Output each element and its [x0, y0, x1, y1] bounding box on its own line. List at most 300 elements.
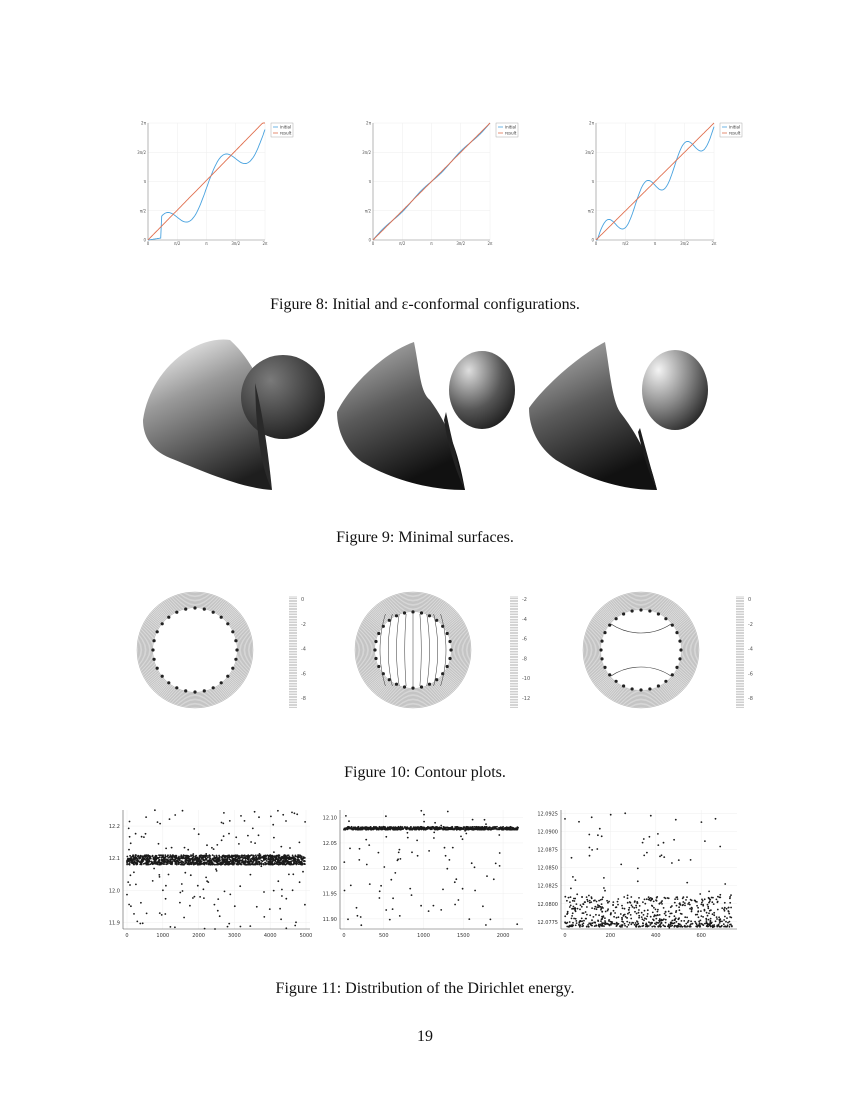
figure-11-plot-3 — [537, 810, 737, 939]
data-point — [568, 897, 570, 899]
data-point — [176, 860, 178, 862]
y-tick-label: π/2 — [364, 208, 371, 214]
data-point — [696, 905, 698, 907]
data-point — [675, 911, 677, 913]
data-point — [380, 829, 382, 831]
data-point — [392, 897, 394, 899]
data-point — [200, 858, 202, 860]
data-point — [485, 924, 487, 926]
data-point — [180, 855, 182, 857]
data-point — [605, 911, 607, 913]
data-point — [572, 912, 574, 914]
data-point — [182, 810, 184, 812]
data-point — [590, 922, 592, 924]
data-point — [182, 890, 184, 892]
data-point — [217, 898, 219, 900]
data-point — [596, 908, 598, 910]
data-point — [148, 858, 150, 860]
data-point — [135, 854, 137, 856]
data-point — [676, 896, 678, 898]
data-point — [421, 828, 423, 830]
data-point — [602, 907, 604, 909]
data-point — [728, 907, 730, 909]
data-point — [216, 862, 218, 864]
data-point — [661, 922, 663, 924]
data-point — [717, 901, 719, 903]
data-point — [678, 923, 680, 925]
data-point — [455, 878, 457, 880]
data-point — [285, 820, 287, 822]
data-point — [172, 854, 174, 856]
data-point — [650, 924, 652, 926]
data-point — [139, 864, 141, 866]
data-point — [729, 924, 731, 926]
data-point — [616, 917, 618, 919]
data-point — [471, 862, 473, 864]
data-point — [684, 905, 686, 907]
data-point — [383, 866, 385, 868]
x-tick-label: 0 — [371, 241, 375, 246]
data-point — [663, 842, 665, 844]
data-point — [583, 920, 585, 922]
data-point — [140, 856, 142, 858]
data-point — [129, 821, 131, 823]
data-point — [164, 854, 166, 856]
data-point — [642, 842, 644, 844]
data-point — [638, 917, 640, 919]
data-point — [393, 827, 395, 829]
data-point — [139, 923, 141, 925]
data-point — [188, 861, 190, 863]
data-point — [258, 816, 260, 818]
data-point — [265, 858, 267, 860]
data-point — [628, 912, 630, 914]
data-point — [350, 885, 352, 887]
data-point — [253, 859, 255, 861]
data-point — [567, 911, 569, 913]
data-point — [282, 814, 284, 816]
y-tick-label: π/2 — [139, 208, 146, 214]
data-point — [673, 839, 675, 841]
x-tick-label: 2π — [262, 241, 268, 246]
data-point — [704, 840, 706, 842]
data-point — [228, 833, 230, 835]
data-point — [499, 865, 501, 867]
data-point — [697, 911, 699, 913]
data-point — [702, 923, 704, 925]
data-point — [638, 909, 640, 911]
data-point — [665, 911, 667, 913]
data-point — [297, 859, 299, 861]
data-point — [723, 919, 725, 921]
data-point — [696, 925, 698, 927]
legend-label: result — [280, 130, 292, 136]
x-tick-label: 3π/2 — [680, 241, 689, 246]
data-point — [241, 862, 243, 864]
data-point — [266, 860, 268, 862]
data-point — [689, 904, 691, 906]
x-tick-label: 1500 — [456, 933, 470, 939]
data-point — [260, 865, 262, 867]
data-point — [605, 922, 607, 924]
data-point — [656, 896, 658, 898]
data-point — [203, 860, 205, 862]
data-point — [169, 856, 171, 858]
data-point — [227, 926, 229, 928]
data-point — [481, 827, 483, 829]
data-point — [168, 874, 170, 876]
data-point — [657, 909, 659, 911]
x-tick-label: 0 — [594, 241, 598, 246]
data-point — [242, 855, 244, 857]
data-point — [622, 924, 624, 926]
data-point — [638, 912, 640, 914]
data-point — [569, 906, 571, 908]
data-point — [638, 915, 640, 917]
data-point — [170, 862, 172, 864]
data-point — [231, 857, 233, 859]
data-point — [216, 870, 218, 872]
data-point — [628, 924, 630, 926]
data-point — [657, 914, 659, 916]
data-point — [133, 862, 135, 864]
data-point — [240, 926, 242, 928]
data-point — [514, 829, 516, 831]
data-point — [247, 859, 249, 861]
data-point — [582, 903, 584, 905]
data-point — [226, 862, 228, 864]
data-point — [132, 854, 134, 856]
data-point — [198, 833, 200, 835]
data-point — [604, 917, 606, 919]
data-point — [728, 913, 730, 915]
data-point — [435, 828, 437, 830]
data-point — [573, 906, 575, 908]
data-point — [588, 895, 590, 897]
data-point — [193, 861, 195, 863]
data-point — [569, 921, 571, 923]
data-point — [358, 829, 360, 831]
data-point — [626, 917, 628, 919]
data-point — [219, 856, 221, 858]
x-tick-label: π/2 — [399, 241, 406, 246]
data-point — [652, 905, 654, 907]
y-tick-label: 3π/2 — [137, 149, 146, 155]
data-point — [343, 829, 345, 831]
data-point — [400, 826, 402, 828]
data-point — [422, 827, 424, 829]
data-point — [191, 862, 193, 864]
data-point — [699, 893, 701, 895]
x-tick-label: 0 — [563, 933, 567, 939]
data-point — [724, 902, 726, 904]
data-point — [223, 812, 225, 814]
data-point — [220, 862, 222, 864]
data-point — [613, 910, 615, 912]
data-point — [247, 864, 249, 866]
data-point — [174, 926, 176, 928]
data-point — [588, 922, 590, 924]
data-point — [200, 855, 202, 857]
data-point — [694, 900, 696, 902]
data-point — [174, 814, 176, 816]
data-point — [348, 820, 350, 822]
data-point — [718, 925, 720, 927]
data-point — [627, 897, 629, 899]
data-point — [245, 855, 247, 857]
data-point — [137, 860, 139, 862]
x-tick-label: 0 — [125, 933, 129, 939]
data-point — [154, 809, 156, 811]
x-tick-label: π — [653, 241, 657, 246]
data-point — [663, 856, 665, 858]
data-point — [653, 901, 655, 903]
legend-label: initial — [280, 124, 291, 130]
data-point — [205, 862, 207, 864]
data-point — [365, 839, 367, 841]
data-point — [602, 896, 604, 898]
data-point — [161, 914, 163, 916]
data-point — [196, 863, 198, 865]
data-point — [473, 829, 475, 831]
data-point — [302, 856, 304, 858]
data-point — [591, 898, 593, 900]
data-point — [730, 907, 732, 909]
data-point — [132, 860, 134, 862]
data-point — [232, 863, 234, 865]
data-point — [349, 848, 351, 850]
data-point — [570, 896, 572, 898]
data-point — [574, 900, 576, 902]
data-point — [485, 823, 487, 825]
data-point — [301, 864, 303, 866]
data-point — [628, 909, 630, 911]
data-point — [653, 907, 655, 909]
data-point — [222, 823, 224, 825]
data-point — [449, 828, 451, 830]
data-point — [355, 828, 357, 830]
data-point — [482, 905, 484, 907]
data-point — [265, 856, 267, 858]
data-point — [231, 862, 233, 864]
data-point — [159, 912, 161, 914]
data-point — [598, 900, 600, 902]
data-point — [179, 902, 181, 904]
data-point — [243, 861, 245, 863]
data-point — [433, 837, 435, 839]
data-point — [129, 884, 131, 886]
data-point — [203, 888, 205, 890]
data-point — [155, 863, 157, 865]
data-point — [193, 828, 195, 830]
legend-label: result — [729, 130, 741, 136]
data-point — [227, 861, 229, 863]
data-point — [396, 828, 398, 830]
data-point — [651, 926, 653, 928]
data-point — [572, 876, 574, 878]
data-point — [434, 822, 436, 824]
data-point — [272, 859, 274, 861]
data-point — [610, 912, 612, 914]
data-point — [295, 858, 297, 860]
data-point — [378, 852, 380, 854]
y-tick-label: 12.00 — [322, 866, 337, 873]
data-point — [617, 898, 619, 900]
data-point — [228, 857, 230, 859]
colorbar-label: -4 — [748, 646, 753, 653]
data-point — [579, 926, 581, 928]
data-point — [727, 922, 729, 924]
data-point — [657, 844, 659, 846]
data-point — [172, 859, 174, 861]
data-point — [206, 880, 208, 882]
data-point — [719, 846, 721, 848]
data-point — [454, 881, 456, 883]
data-point — [643, 855, 645, 857]
data-point — [713, 914, 715, 916]
data-point — [572, 908, 574, 910]
data-point — [428, 850, 430, 852]
data-point — [387, 826, 389, 828]
data-point — [159, 856, 161, 858]
data-point — [389, 919, 391, 921]
data-point — [204, 928, 206, 930]
colorbar-label: 0 — [748, 597, 752, 603]
data-point — [192, 859, 194, 861]
data-point — [192, 857, 194, 859]
data-point — [404, 827, 406, 829]
data-point — [626, 926, 628, 928]
data-point — [621, 917, 623, 919]
data-point — [708, 891, 710, 893]
data-point — [699, 924, 701, 926]
data-point — [575, 879, 577, 881]
data-point — [483, 829, 485, 831]
data-point — [167, 856, 169, 858]
data-point — [712, 913, 714, 915]
data-point — [475, 827, 477, 829]
data-point — [263, 864, 265, 866]
data-point — [485, 827, 487, 829]
data-point — [635, 926, 637, 928]
data-point — [385, 836, 387, 838]
data-point — [257, 861, 259, 863]
data-point — [176, 862, 178, 864]
data-point — [261, 863, 263, 865]
data-point — [258, 855, 260, 857]
data-point — [281, 889, 283, 891]
data-point — [675, 917, 677, 919]
data-point — [235, 856, 237, 858]
data-point — [717, 909, 719, 911]
data-point — [644, 903, 646, 905]
data-point — [674, 915, 676, 917]
data-point — [304, 860, 306, 862]
data-point — [600, 906, 602, 908]
data-point — [581, 920, 583, 922]
data-point — [286, 862, 288, 864]
data-point — [211, 847, 213, 849]
data-point — [158, 864, 160, 866]
data-point — [591, 925, 593, 927]
data-point — [462, 888, 464, 890]
data-point — [142, 922, 144, 924]
y-tick-label: 3π/2 — [585, 149, 594, 155]
data-point — [142, 860, 144, 862]
data-point — [495, 863, 497, 865]
data-point — [196, 857, 198, 859]
data-point — [130, 874, 132, 876]
data-point — [452, 827, 454, 829]
data-point — [143, 863, 145, 865]
data-point — [411, 851, 413, 853]
data-point — [564, 818, 566, 820]
data-point — [728, 911, 730, 913]
data-point — [719, 918, 721, 920]
data-point — [718, 916, 720, 918]
data-point — [627, 902, 629, 904]
data-point — [154, 858, 156, 860]
data-point — [299, 842, 301, 844]
x-tick-label: π — [205, 241, 208, 246]
data-point — [174, 856, 176, 858]
data-point — [642, 922, 644, 924]
data-point — [586, 926, 588, 928]
data-point — [591, 907, 593, 909]
data-point — [631, 904, 633, 906]
data-point — [345, 815, 347, 817]
data-point — [203, 862, 205, 864]
data-point — [670, 924, 672, 926]
y-tick-label: 12.0900 — [537, 829, 558, 836]
data-point — [623, 914, 625, 916]
data-point — [221, 859, 223, 861]
data-point — [263, 916, 265, 918]
data-point — [516, 829, 518, 831]
x-tick-label: π/2 — [622, 241, 629, 246]
data-point — [588, 834, 590, 836]
data-point — [696, 901, 698, 903]
y-tick-label: 12.0 — [108, 888, 120, 895]
data-point — [183, 917, 185, 919]
data-point — [646, 915, 648, 917]
data-point — [158, 843, 160, 845]
data-point — [162, 859, 164, 861]
data-point — [255, 854, 257, 856]
data-point — [164, 863, 166, 865]
data-point — [596, 901, 598, 903]
data-point — [495, 828, 497, 830]
data-point — [442, 828, 444, 830]
data-point — [682, 904, 684, 906]
data-point — [647, 913, 649, 915]
data-point — [263, 858, 265, 860]
data-point — [407, 837, 409, 839]
data-point — [624, 812, 626, 814]
data-point — [586, 899, 588, 901]
data-point — [147, 857, 149, 859]
figure-10-caption: Figure 10: Contour plots. — [344, 764, 506, 781]
data-point — [385, 909, 387, 911]
colorbar-label: -6 — [522, 636, 527, 643]
data-point — [190, 855, 192, 857]
y-tick-label: 3π/2 — [362, 149, 371, 155]
data-point — [269, 908, 271, 910]
data-point — [256, 906, 258, 908]
data-point — [376, 829, 378, 831]
data-point — [714, 926, 716, 928]
data-point — [723, 908, 725, 910]
